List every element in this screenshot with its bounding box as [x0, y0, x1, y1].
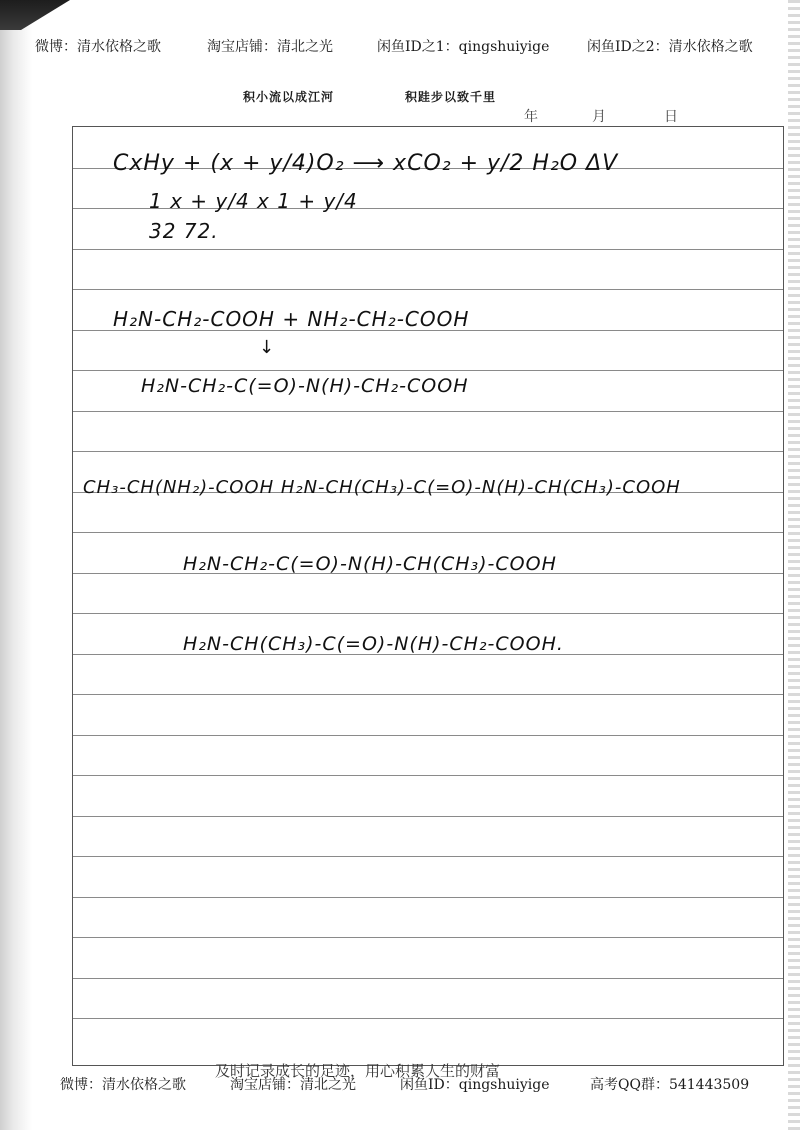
footer-xianyu: 闲鱼ID：qingshuiyige: [400, 1077, 550, 1093]
rule-line: [73, 897, 783, 898]
notebook-page: [72, 126, 784, 1066]
date-day: 日: [664, 109, 678, 125]
rule-line: [73, 816, 783, 817]
note-ratio-row: 1 x + y/4 x 1 + y/4: [149, 189, 358, 213]
rule-line: [73, 411, 783, 412]
binding-shadow: [0, 0, 32, 1130]
header-xianyu-2: 闲鱼ID之2：清水依格之歌: [587, 39, 753, 55]
rule-line: [73, 694, 783, 695]
note-dipeptide-3: H₂N-CH(CH₃)-C(=O)-N(H)-CH₂-COOH.: [183, 633, 564, 655]
header-taobao: 淘宝店铺：清北之光: [207, 39, 333, 55]
rule-line: [73, 978, 783, 979]
header-xianyu-1: 闲鱼ID之1：qingshuiyige: [377, 39, 550, 55]
date-year: 年: [524, 109, 538, 125]
rule-line: [73, 775, 783, 776]
motto-left: 积小流以成江河: [243, 90, 335, 104]
rule-line: [73, 451, 783, 452]
footer-bar: [60, 1074, 780, 1096]
rule-line: [73, 289, 783, 290]
date-month: 月: [592, 109, 606, 125]
note-reactants: H₂N-CH₂-COOH + NH₂-CH₂-COOH: [113, 307, 470, 331]
rule-line: [73, 735, 783, 736]
header-weibo: 微博：清水依格之歌: [35, 39, 161, 55]
reaction-arrow: ↓: [259, 337, 276, 358]
rule-line: [73, 249, 783, 250]
note-equation: CxHy + (x + y/4)O₂ ⟶ xCO₂ + y/2 H₂O ΔV: [113, 151, 619, 176]
footer-qq: 高考QQ群：541443509: [590, 1077, 750, 1093]
header-bar: [35, 36, 775, 60]
binding-corner: [0, 0, 70, 30]
note-dipeptide-2: H₂N-CH₂-C(=O)-N(H)-CH(CH₃)-COOH: [183, 553, 557, 575]
rule-line: [73, 937, 783, 938]
footer-weibo: 微博：清水依格之歌: [60, 1077, 186, 1093]
note-dipeptide-1: H₂N-CH₂-C(=O)-N(H)-CH₂-COOH: [141, 375, 469, 397]
note-value-row: 32 72.: [149, 219, 219, 243]
rule-line: [73, 370, 783, 371]
rule-line: [73, 532, 783, 533]
rule-line: [73, 613, 783, 614]
footer-slogan: 及时记录成长的足迹，用心积累人生的财富: [215, 1062, 501, 1080]
rule-line: [73, 1018, 783, 1019]
note-alanine-dipeptide: CH₃-CH(NH₂)-COOH H₂N-CH(CH₃)-C(=O)-N(H)-CH(CH₃)-COOH: [83, 477, 681, 498]
rule-line: [73, 856, 783, 857]
page-edge: [788, 0, 800, 1130]
motto-right: 积跬步以致千里: [405, 90, 497, 104]
footer-taobao: 淘宝店铺：清北之光: [230, 1077, 356, 1093]
